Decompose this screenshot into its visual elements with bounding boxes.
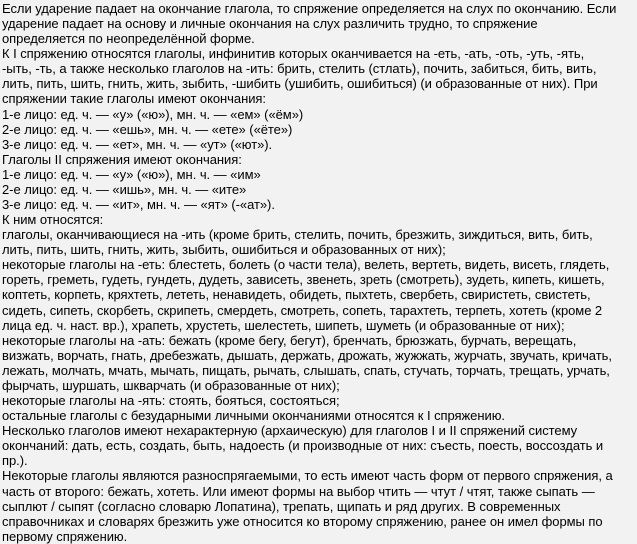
- text-line: лить, пить, шить, гнить, жить, зыбить, ошибиться и образованных от них);: [2, 242, 446, 258]
- text-line: часть от второго: бежать, хотеть. Или имеют формы на выбор чтить — чтут / чтят, также сыпать —: [2, 483, 595, 499]
- text-line: первому спряжению.: [2, 528, 128, 544]
- text-line: некоторые глаголы на -еть: блестеть, болеть (о части тела), велеть, вертеть, видеть, висеть, глядеть,: [2, 257, 610, 273]
- text-line: фырчать, шуршать, шкварчать (и образованные от них);: [2, 377, 340, 393]
- text-line: К ним относятся:: [2, 212, 104, 228]
- text-line: некоторые глаголы на -ять: стоять, бояться, состояться;: [2, 393, 340, 409]
- text-line: коптеть, корпеть, кряхтеть, лететь, ненавидеть, обидеть, пыхтеть, свербеть, свиристеть, свистеть,: [2, 287, 591, 303]
- text-line: некоторые глаголы на -ать: бежать (кроме бегу, бегут), бренчать, брюзжать, бурчать, верещать,: [2, 332, 577, 348]
- text-line: -ыть, -ть, а также несколько глаголов на -ить: брить, стелить (стлать), почить, забиться, бить, вить,: [2, 61, 597, 77]
- text-line: 1-е лицо: ед. ч. — «у» («ю»), мн. ч. — «им»: [2, 166, 261, 182]
- text-line: пр.).: [2, 453, 28, 469]
- text-line: 3-е лицо: ед. ч. — «ет», мн. ч. — «ут» («ют»).: [2, 136, 273, 152]
- text-line: сыплют / сыпят (согласно словарю Лопатина), трепать, щипать и ряд других. В современных: [2, 498, 561, 514]
- text-line: Несколько глаголов имеют нехарактерную (архаическую) для глаголов I и II спряжений систему: [2, 423, 578, 439]
- text-line: 3-е лицо: ед. ч. — «ит», мн. ч. — «ят» (-«ат»).: [2, 197, 275, 213]
- text-line: Если ударение падает на окончание глагола, то спряжение определяется на слух по окончанию. Если: [2, 1, 617, 16]
- text-line: ударение падает на основу и личные окончания на слух различить трудно, то спряжение: [2, 16, 538, 32]
- text-line: определяется по неопределённой форме.: [2, 31, 255, 47]
- text-line: К I спряжению относятся глаголы, инфинитив которых оканчивается на -еть, -ать, -оть, -уть, -ять,: [2, 46, 585, 62]
- text-line: 2-е лицо: ед. ч. — «ишь», мн. ч. — «ите»: [2, 181, 247, 197]
- text-line: 2-е лицо: ед. ч. — «ешь», мн. ч. — «ете» («ёте»): [2, 121, 293, 137]
- text-line: визжать, ворчать, гнать, дребезжать, дышать, держать, дрожать, жужжать, журчать, звучать, кричать,: [2, 347, 612, 363]
- text-line: остальные глаголы с безударными личными окончаниями относятся к I спряжению.: [2, 408, 505, 424]
- text-line: Глаголы II спряжения имеют окончания:: [2, 151, 242, 167]
- text-line: сидеть, сипеть, скорбеть, скрипеть, смердеть, смотреть, сопеть, тарахтеть, терпеть, хотеть (кроме 2: [2, 302, 603, 318]
- text-line: спряжении такие глаголы имеют окончания:: [2, 91, 266, 107]
- text-line: окончаний: дать, есть, создать, быть, надоесть (и производные от них: съесть, поесть, воссоздать и: [2, 438, 604, 454]
- text-line: Некоторые глаголы являются разноспрягаемыми, то есть имеют часть форм от первого спряжения, а: [2, 468, 613, 484]
- text-line: гореть, греметь, гудеть, гундеть, дудеть, зависеть, звенеть, зреть (смотреть), зудеть, кипеть, кишеть,: [2, 272, 605, 288]
- text-line: лить, пить, шить, гнить, жить, зыбить, -шибить (ушибить, ошибиться) (и образованные от них). При: [2, 76, 598, 92]
- text-line: 1-е лицо: ед. ч. — «у» («ю»), мн. ч. — «ем» («ём»): [2, 106, 304, 122]
- text-line: справочниках и словарях брезжить уже относится ко второму спряжению, ранее он имел формы по: [2, 513, 603, 529]
- text-line: глаголы, оканчивающиеся на -ить (кроме брить, стелить, почить, брезжить, зиждиться, вить, бить,: [2, 227, 593, 243]
- text-line: лежать, молчать, мчать, мычать, пищать, рычать, слышать, спать, стучать, торчать, трещать, урчать,: [2, 362, 610, 378]
- text-line: лица ед. ч. наст. вр.), храпеть, хрустеть, шелестеть, шипеть, шуметь (и образованные от них);: [2, 317, 565, 333]
